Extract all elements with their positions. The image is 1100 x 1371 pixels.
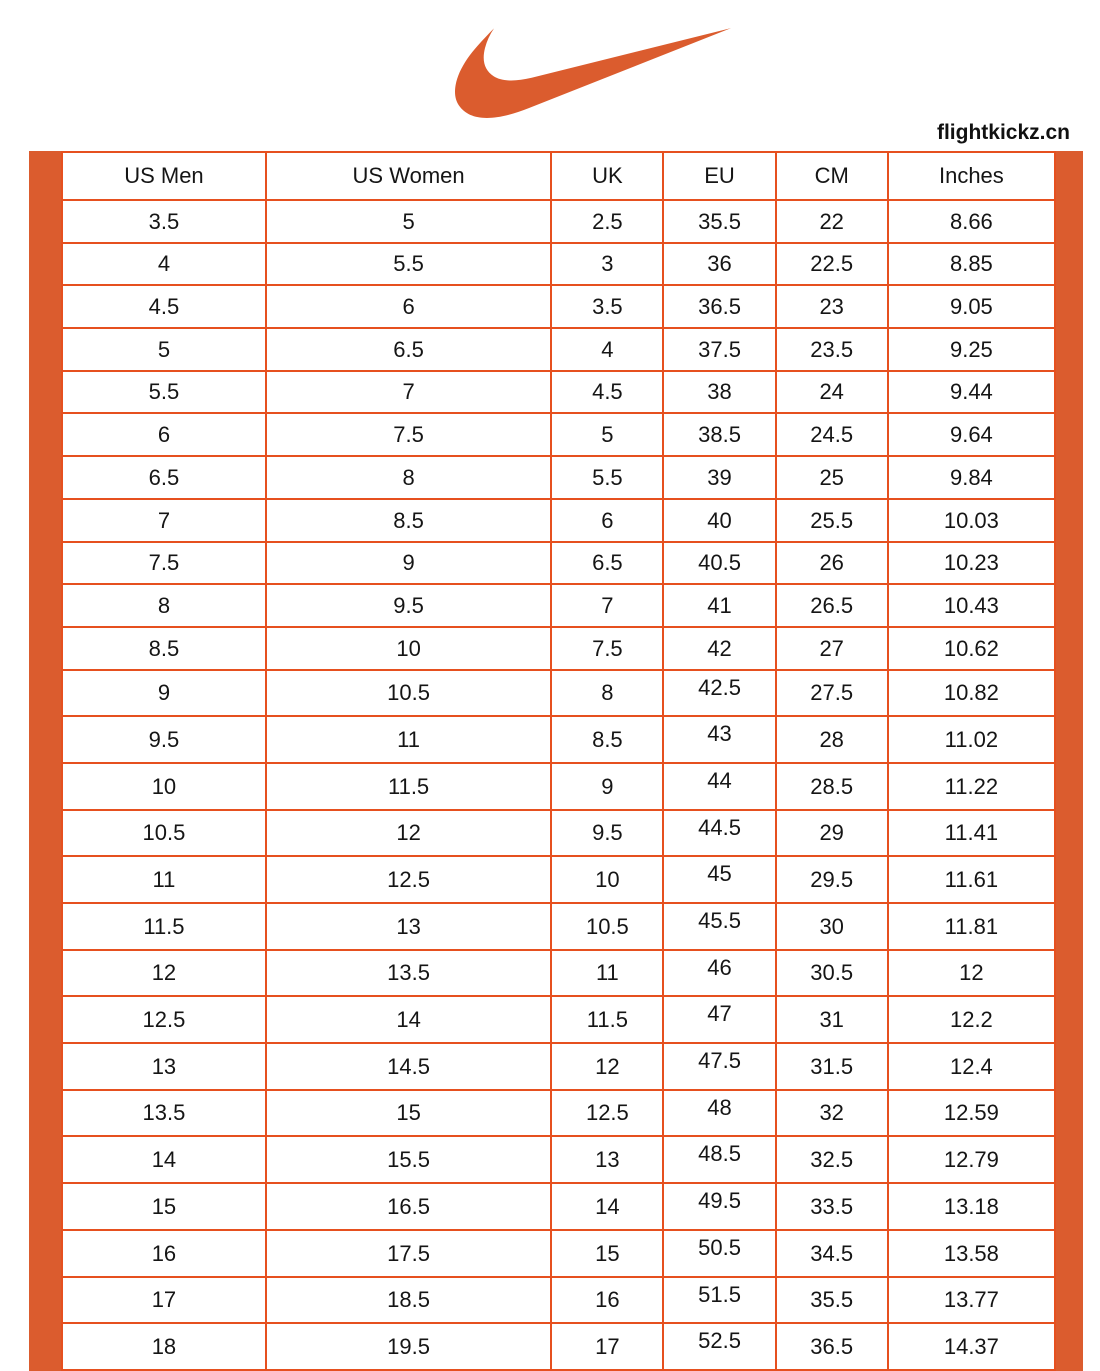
table-row (62, 627, 1055, 670)
table-cell: 7.5 (551, 627, 663, 670)
table-row (62, 542, 1055, 585)
header-cell-inches: Inches (888, 152, 1055, 200)
table-cell: 6.5 (266, 328, 551, 371)
table-row (62, 996, 1055, 1043)
nike-logo (0, 0, 1100, 120)
header-cell-us-women: US Women (266, 152, 551, 200)
table-cell: 3.5 (551, 285, 663, 328)
table-cell: 4 (62, 243, 266, 286)
left-accent-bar (29, 151, 61, 1371)
table-cell: 8 (551, 670, 663, 717)
table-cell: 14.37 (888, 1323, 1055, 1370)
table-cell: 6 (266, 285, 551, 328)
table-cell: 24 (776, 371, 888, 414)
table-cell: 9.64 (888, 413, 1055, 456)
table-cell: 13 (266, 903, 551, 950)
table-cell: 9 (266, 542, 551, 585)
table-cell: 51.5 (663, 1277, 775, 1324)
table-cell: 14 (62, 1136, 266, 1183)
table-cell: 7.5 (266, 413, 551, 456)
table-cell: 16.5 (266, 1183, 551, 1230)
table-cell: 18 (62, 1323, 266, 1370)
table-row (62, 810, 1055, 857)
table-cell: 8 (62, 584, 266, 627)
table-cell: 47.5 (663, 1043, 775, 1090)
table-cell: 17 (551, 1323, 663, 1370)
table-cell: 25.5 (776, 499, 888, 542)
table-cell: 36.5 (776, 1323, 888, 1370)
table-cell: 4.5 (62, 285, 266, 328)
table-cell: 11.5 (551, 996, 663, 1043)
table-cell: 25 (776, 456, 888, 499)
table-cell: 3.5 (62, 200, 266, 243)
table-cell: 29 (776, 810, 888, 857)
table-cell: 12 (266, 810, 551, 857)
right-accent-bar (1056, 151, 1083, 1371)
table-cell: 42.5 (663, 670, 775, 717)
table-cell: 33.5 (776, 1183, 888, 1230)
header-cell-uk: UK (551, 152, 663, 200)
table-cell: 36.5 (663, 285, 775, 328)
table-cell: 10.03 (888, 499, 1055, 542)
table-cell: 47 (663, 996, 775, 1043)
table-cell: 12 (888, 950, 1055, 997)
table-cell: 11.5 (266, 763, 551, 810)
table-row (62, 1136, 1055, 1183)
table-cell: 9 (551, 763, 663, 810)
table-cell: 8.66 (888, 200, 1055, 243)
table-row (62, 1230, 1055, 1277)
table-row (62, 716, 1055, 763)
header-row (62, 152, 1055, 200)
table-cell: 5 (266, 200, 551, 243)
table-cell: 38.5 (663, 413, 775, 456)
table-cell: 26.5 (776, 584, 888, 627)
table-cell: 19.5 (266, 1323, 551, 1370)
table-cell: 8.5 (62, 627, 266, 670)
table-cell: 10 (266, 627, 551, 670)
table-cell: 7 (551, 584, 663, 627)
table-cell: 32 (776, 1090, 888, 1137)
table-cell: 15 (266, 1090, 551, 1137)
table-cell: 13.18 (888, 1183, 1055, 1230)
table-row (62, 950, 1055, 997)
table-cell: 5 (551, 413, 663, 456)
table-cell: 14 (266, 996, 551, 1043)
table-cell: 15 (62, 1183, 266, 1230)
table-cell: 52.5 (663, 1323, 775, 1370)
table-cell: 6.5 (62, 456, 266, 499)
table-cell: 22 (776, 200, 888, 243)
table-cell: 12 (62, 950, 266, 997)
table-row (62, 499, 1055, 542)
table-cell: 22.5 (776, 243, 888, 286)
size-chart-container (29, 151, 1083, 1371)
table-cell: 8.5 (551, 716, 663, 763)
table-row (62, 856, 1055, 903)
table-cell: 5.5 (62, 371, 266, 414)
table-cell: 8 (266, 456, 551, 499)
table-cell: 31 (776, 996, 888, 1043)
table-cell: 44 (663, 763, 775, 810)
table-cell: 7.5 (62, 542, 266, 585)
table-cell: 35.5 (663, 200, 775, 243)
table-cell: 40.5 (663, 542, 775, 585)
table-row (62, 1323, 1055, 1370)
table-cell: 45.5 (663, 903, 775, 950)
table-cell: 12 (551, 1043, 663, 1090)
table-cell: 10.43 (888, 584, 1055, 627)
table-cell: 40 (663, 499, 775, 542)
table-row (62, 371, 1055, 414)
table-row (62, 670, 1055, 717)
table-row (62, 456, 1055, 499)
table-cell: 10.5 (551, 903, 663, 950)
table-cell: 12.5 (266, 856, 551, 903)
table-cell: 15 (551, 1230, 663, 1277)
table-cell: 30.5 (776, 950, 888, 997)
table-cell: 6 (551, 499, 663, 542)
table-cell: 11.5 (62, 903, 266, 950)
table-cell: 11.02 (888, 716, 1055, 763)
table-cell: 13.5 (62, 1090, 266, 1137)
table-cell: 45 (663, 856, 775, 903)
table-cell: 9.44 (888, 371, 1055, 414)
table-cell: 48.5 (663, 1136, 775, 1183)
table-cell: 12.79 (888, 1136, 1055, 1183)
table-cell: 44.5 (663, 810, 775, 857)
table-cell: 5.5 (266, 243, 551, 286)
table-cell: 14 (551, 1183, 663, 1230)
table-row (62, 328, 1055, 371)
size-conversion-table (61, 151, 1056, 1371)
table-cell: 28.5 (776, 763, 888, 810)
table-cell: 3 (551, 243, 663, 286)
table-cell: 9.5 (551, 810, 663, 857)
table-cell: 31.5 (776, 1043, 888, 1090)
table-cell: 24.5 (776, 413, 888, 456)
table-cell: 12.2 (888, 996, 1055, 1043)
table-cell: 13.58 (888, 1230, 1055, 1277)
table-row (62, 903, 1055, 950)
table-cell: 17.5 (266, 1230, 551, 1277)
table-cell: 13.5 (266, 950, 551, 997)
table-cell: 17 (62, 1277, 266, 1324)
table-cell: 11 (551, 950, 663, 997)
table-cell: 41 (663, 584, 775, 627)
table-cell: 11.81 (888, 903, 1055, 950)
table-cell: 15.5 (266, 1136, 551, 1183)
table-cell: 39 (663, 456, 775, 499)
table-cell: 9.5 (266, 584, 551, 627)
table-cell: 8.85 (888, 243, 1055, 286)
table-row (62, 584, 1055, 627)
table-cell: 23 (776, 285, 888, 328)
table-cell: 2.5 (551, 200, 663, 243)
table-cell: 37.5 (663, 328, 775, 371)
table-row (62, 763, 1055, 810)
table-row (62, 1090, 1055, 1137)
table-cell: 9.25 (888, 328, 1055, 371)
table-cell: 10.82 (888, 670, 1055, 717)
table-cell: 32.5 (776, 1136, 888, 1183)
table-cell: 38 (663, 371, 775, 414)
header-cell-eu: EU (663, 152, 775, 200)
table-cell: 16 (551, 1277, 663, 1324)
table-cell: 46 (663, 950, 775, 997)
table-cell: 10.5 (266, 670, 551, 717)
table-cell: 7 (62, 499, 266, 542)
table-cell: 5 (62, 328, 266, 371)
table-cell: 11 (62, 856, 266, 903)
table-cell: 13 (62, 1043, 266, 1090)
table-cell: 5.5 (551, 456, 663, 499)
header-cell-cm: CM (776, 152, 888, 200)
table-cell: 36 (663, 243, 775, 286)
table-cell: 14.5 (266, 1043, 551, 1090)
table-cell: 18.5 (266, 1277, 551, 1324)
table-row (62, 1277, 1055, 1324)
header-cell-us-men: US Men (62, 152, 266, 200)
table-cell: 6 (62, 413, 266, 456)
table-cell: 10.23 (888, 542, 1055, 585)
table-cell: 11 (266, 716, 551, 763)
table-cell: 28 (776, 716, 888, 763)
table-cell: 12.4 (888, 1043, 1055, 1090)
table-cell: 16 (62, 1230, 266, 1277)
table-cell: 11.61 (888, 856, 1055, 903)
table-cell: 12.5 (551, 1090, 663, 1137)
table-cell: 43 (663, 716, 775, 763)
table-cell: 49.5 (663, 1183, 775, 1230)
table-cell: 9 (62, 670, 266, 717)
table-cell: 6.5 (551, 542, 663, 585)
table-cell: 8.5 (266, 499, 551, 542)
table-row (62, 285, 1055, 328)
table-cell: 10 (551, 856, 663, 903)
table-cell: 7 (266, 371, 551, 414)
table-cell: 13 (551, 1136, 663, 1183)
table-cell: 13.77 (888, 1277, 1055, 1324)
table-cell: 10 (62, 763, 266, 810)
table-cell: 48 (663, 1090, 775, 1137)
table-row (62, 1043, 1055, 1090)
table-row (62, 243, 1055, 286)
table-cell: 27.5 (776, 670, 888, 717)
nike-swoosh-icon (455, 27, 731, 119)
table-cell: 26 (776, 542, 888, 585)
table-cell: 30 (776, 903, 888, 950)
table-cell: 11.41 (888, 810, 1055, 857)
table-cell: 42 (663, 627, 775, 670)
table-cell: 12.5 (62, 996, 266, 1043)
table-cell: 34.5 (776, 1230, 888, 1277)
table-cell: 10.5 (62, 810, 266, 857)
table-cell: 10.62 (888, 627, 1055, 670)
table-cell: 4 (551, 328, 663, 371)
table-cell: 9.5 (62, 716, 266, 763)
table-cell: 11.22 (888, 763, 1055, 810)
table-cell: 35.5 (776, 1277, 888, 1324)
table-cell: 50.5 (663, 1230, 775, 1277)
table-cell: 27 (776, 627, 888, 670)
table-row (62, 1183, 1055, 1230)
table-cell: 9.05 (888, 285, 1055, 328)
table-row (62, 200, 1055, 243)
table-row (62, 413, 1055, 456)
table-cell: 29.5 (776, 856, 888, 903)
watermark-text: flightkickz.cn (936, 121, 1070, 144)
table-cell: 23.5 (776, 328, 888, 371)
table-cell: 9.84 (888, 456, 1055, 499)
table-cell: 4.5 (551, 371, 663, 414)
table-cell: 12.59 (888, 1090, 1055, 1137)
